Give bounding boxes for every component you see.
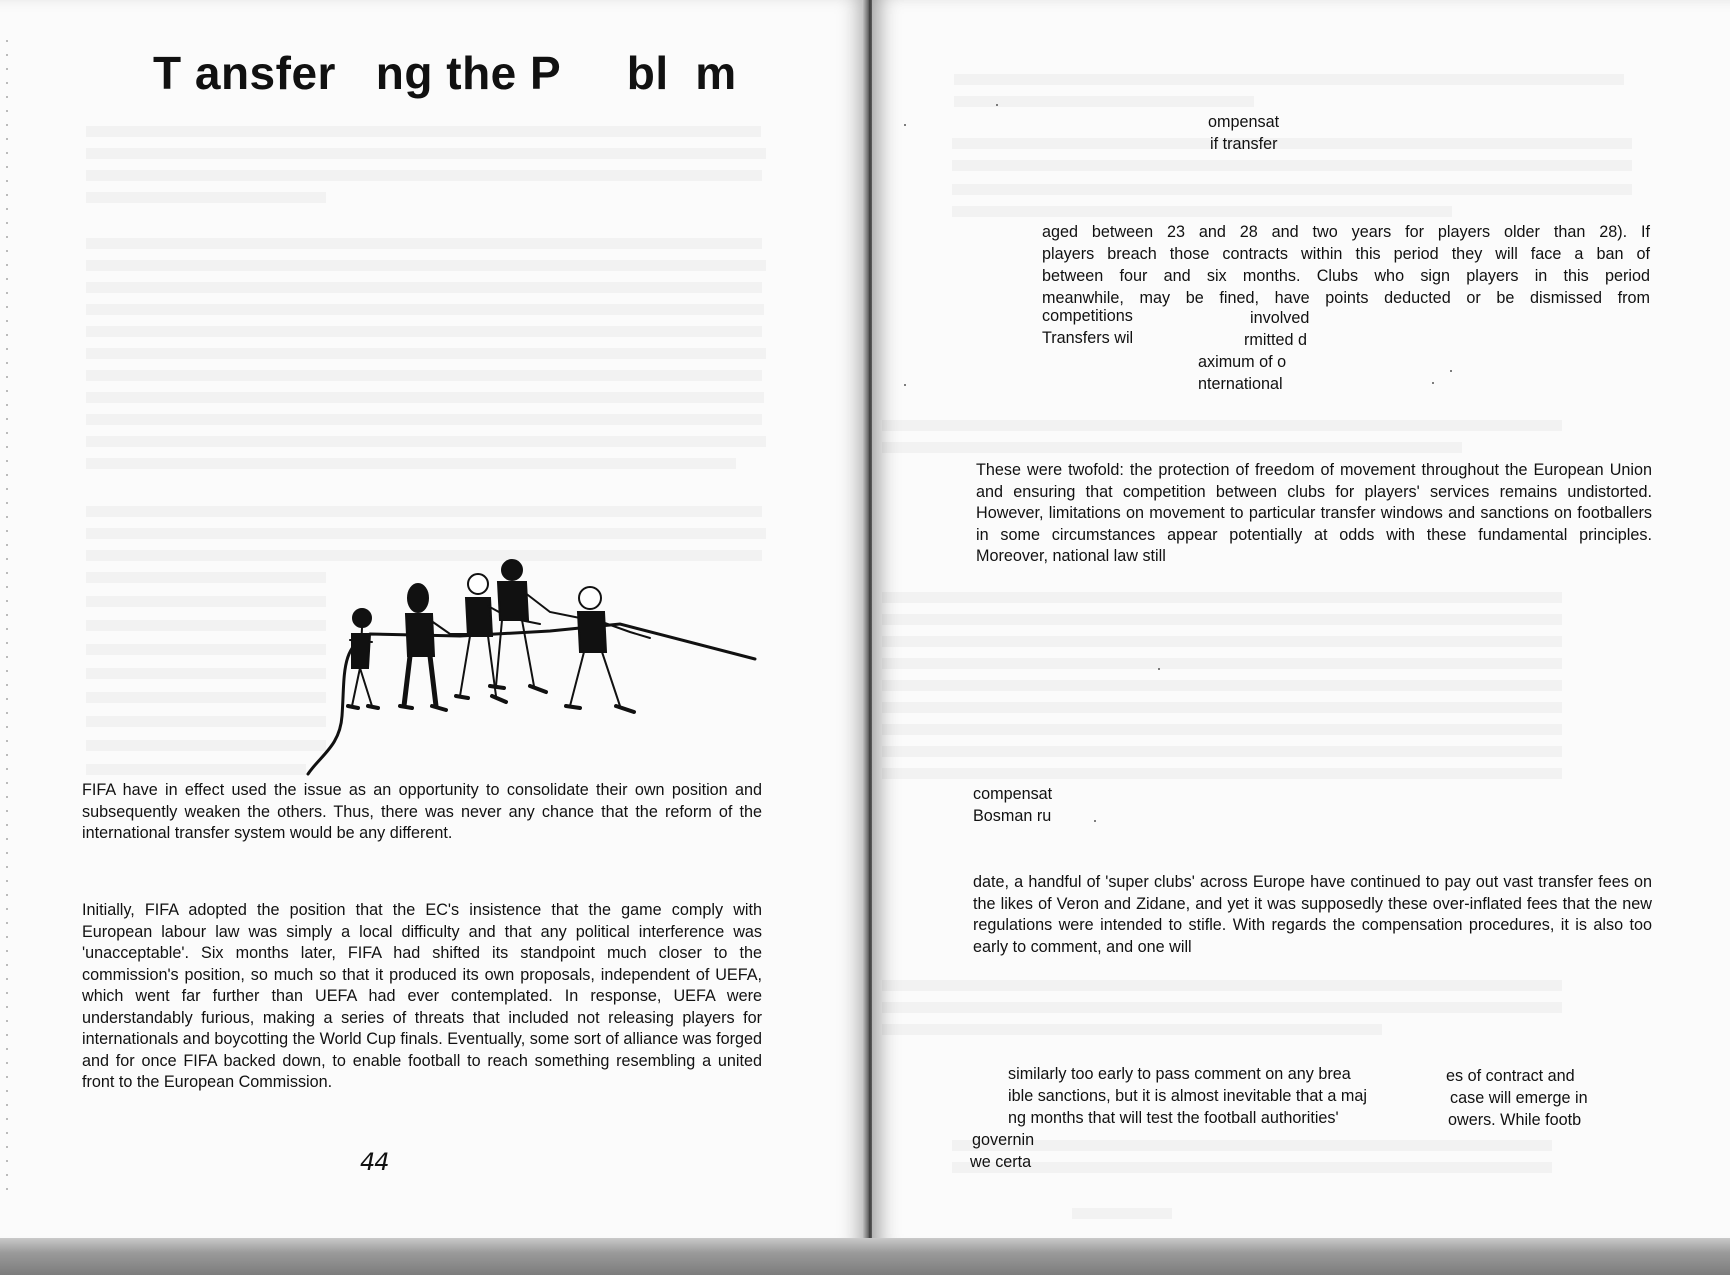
page-bottom-edge [0, 1238, 1730, 1275]
paragraph-fifa-opportunity: FIFA have in effect used the issue as an opportunity to consolidate their own position and subsequently weaken the others. Thus, there was never any chance that the reform of the international transfer system would be any different. [82, 781, 762, 842]
fragment-bosman: Bosman ru [973, 807, 1052, 825]
page-title: T ansfer ng the P bl m [153, 47, 737, 99]
left-page [0, 0, 866, 1248]
paragraph-twofold-principles: These were twofold: the protection of freedom of movement throughout the European Union and ensuring that competition between clubs for players' services remains undistorted. However, limitations on movement to particular transfer windows and sanctions on footballers in some circumstances appear potentially at odds with these fundamental principles. Moreover, national law still [976, 461, 1652, 565]
fragment-line-left: ng months that will test the football authorities' [1008, 1109, 1339, 1127]
fragment-international: nternational [1198, 375, 1283, 393]
paragraph-line: players breach those contracts within this period they will face a ban of [1042, 245, 1650, 263]
fragment-line-left: similarly too early to pass comment on any brea [1008, 1065, 1351, 1083]
page-number: 44 [360, 1148, 389, 1176]
paragraph-super-clubs: date, a handful of 'super clubs' across Europe have continued to pay out vast transfer fees on the likes of Veron and Zidane, and yet it was supposedly these over-inflated fees that the new regulations were intended to stifle. With regards the compensation procedures, it is also too early to comment, and one will [973, 873, 1652, 956]
paragraph-line: meanwhile, may be fined, have points deducted or be dismissed from [1042, 289, 1650, 307]
fragment-involved: involved [1250, 309, 1310, 327]
right-page [872, 0, 1730, 1248]
fragment-transfers: Transfers wil [1042, 329, 1134, 347]
fragment-competitions: competitions [1042, 307, 1133, 325]
fragment-line-right: owers. While footb [1448, 1111, 1582, 1129]
paragraph-line: between four and six months. Clubs who sign players in this period [1042, 267, 1650, 285]
fragment-line-right: es of contract and [1446, 1067, 1575, 1085]
punch-hole-margin [6, 40, 8, 1190]
fragment-compensat: compensat [973, 785, 1053, 803]
fragment-we-certa: we certa [970, 1153, 1032, 1171]
fragment-line-right: case will emerge in [1450, 1089, 1588, 1107]
tug-of-war-illustration [300, 556, 760, 776]
fragment-maximum: aximum of o [1198, 353, 1287, 371]
paragraph-fifa-position: Initially, FIFA adopted the position that the EC's insistence that the game comply with European labour law was simply a local difficulty and that any political interference was 'unacceptable'. Six months later, FIFA had shifted its standpoint much closer to the commission's position, so much so that it produced its own proposals, independent of UEFA, which went far further than UEFA had ever contemplated. In response, UEFA were understandably furious, making a series of threats that included not releasing players for internationals and boycotting the World Cup finals. Eventually, some sort of alliance was forged and for once FIFA backed down, to enable football to reach something resembling a united front to the European Commission. [82, 901, 762, 1091]
paragraph-line: aged between 23 and 28 and two years for players older than 28). If [1042, 223, 1650, 241]
fragment-line-left: ible sanctions, but it is almost inevitable that a maj [1008, 1087, 1368, 1105]
fragment-governin: governin [972, 1131, 1035, 1149]
fragment-if-transfer: if transfer [1210, 135, 1278, 153]
fragment-compensation: ompensat [1208, 113, 1280, 131]
fragment-permitted: rmitted d [1244, 331, 1307, 349]
